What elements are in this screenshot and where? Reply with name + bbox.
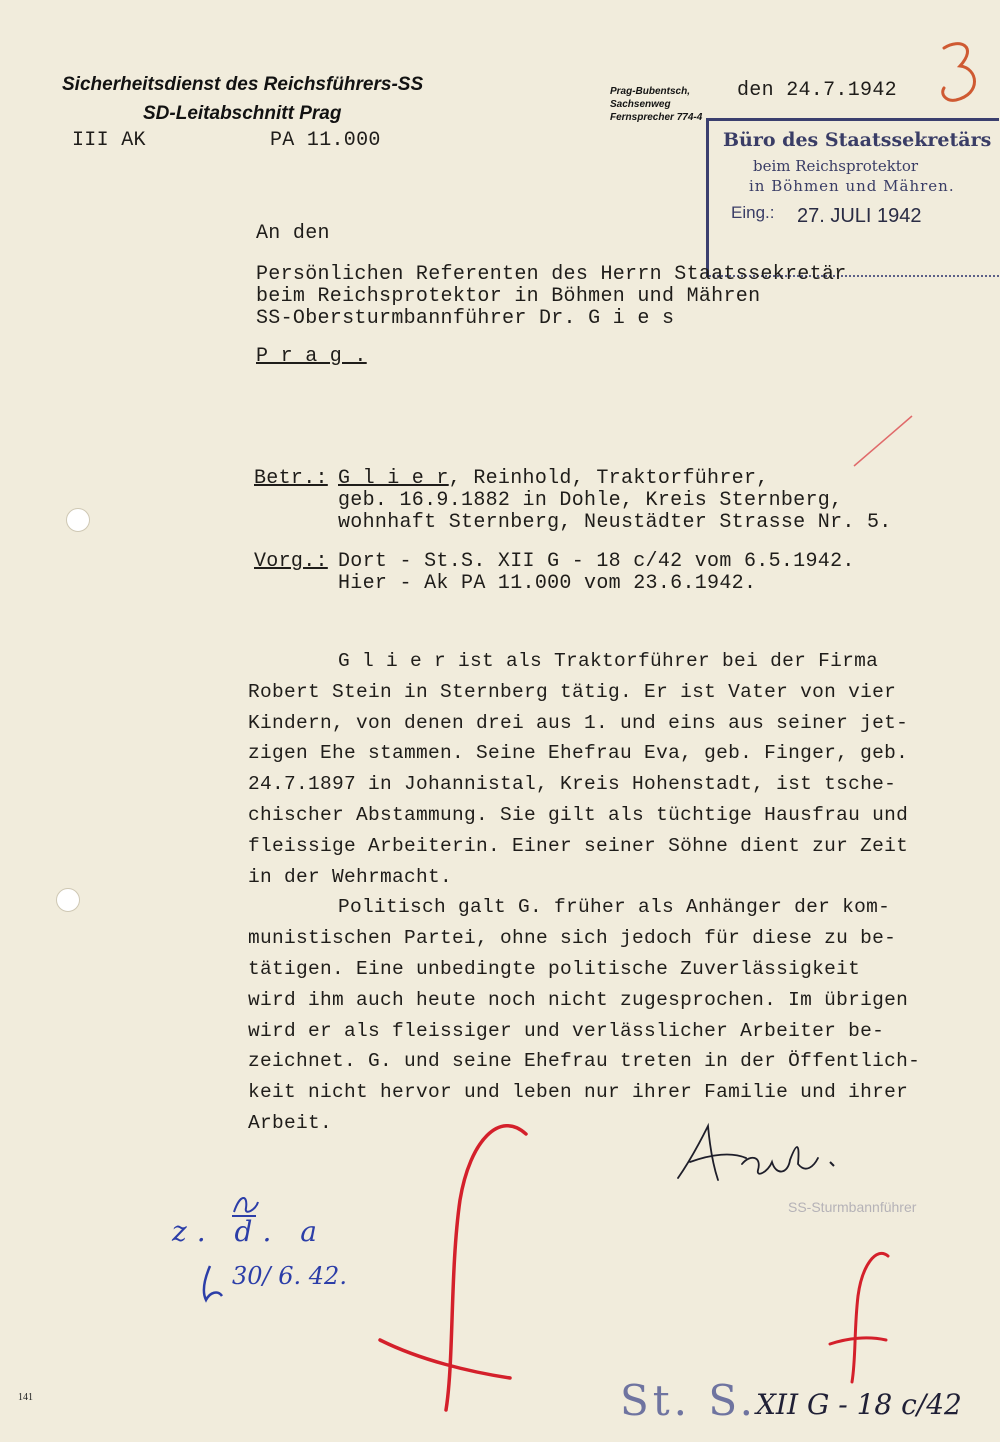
- red-pencil-mark-small: [818, 1248, 898, 1388]
- body-line: tätigen. Eine unbedingte politische Zuverlässigkeit: [248, 957, 861, 980]
- subject-vorg-line2: Hier - Ak PA 11.000 vom 23.6.1942.: [338, 572, 757, 595]
- sender-address-line2: Sachsenweg: [610, 99, 671, 110]
- subject-vorg-line1: Dort - St.S. XII G - 18 c/42 vom 6.5.1942.: [338, 550, 855, 573]
- body-line: Politisch galt G. früher als Anhänger der kom-: [338, 896, 891, 919]
- letter-body: [248, 646, 920, 1139]
- body-line: wird ihm auch heute noch nicht zugesprochen. Im übrigen: [248, 988, 909, 1011]
- blue-initial-mark: [226, 1190, 266, 1220]
- org-name-line1: Sicherheitsdienst des Reichsführers-SS: [62, 74, 424, 95]
- archive-reference: XII G - 18 c/42: [756, 1388, 962, 1421]
- stamp-received-date: 27. JULI 1942: [797, 205, 922, 227]
- body-line: chischer Abstammung. Sie gilt als tüchtige Hausfrau und: [248, 803, 909, 826]
- blue-check-mark: [196, 1262, 230, 1306]
- subject-betr-line2: geb. 16.9.1882 in Dohle, Kreis Sternberg,: [338, 489, 843, 512]
- stamp-received-label: Eing.:: [731, 203, 775, 222]
- subject-name: G l i e r: [338, 467, 449, 490]
- letter-date: den 24.7.1942: [737, 79, 897, 102]
- punch-hole-lower: [56, 888, 80, 912]
- sender-phone: Fernsprecher 774-4: [610, 112, 703, 123]
- sender-address-line1: Prag-Bubentsch,: [610, 86, 691, 97]
- body-line: zeichnet. G. und seine Ehefrau treten in der Öffentlich-: [248, 1050, 921, 1073]
- body-line: 24.7.1897 in Johannistal, Kreis Hohenstadt, ist tsche-: [248, 773, 897, 796]
- subject-vorg-label: Vorg.:: [254, 550, 328, 573]
- blue-file-note-line1: z. d. a: [172, 1215, 327, 1248]
- body-line: in der Wehrmacht.: [248, 865, 453, 888]
- body-line: fleissige Arbeiterin. Einer seiner Söhne dient zur Zeit: [248, 834, 909, 857]
- sender-address: [610, 85, 702, 124]
- body-line: G l i e r ist als Traktorführer bei der Firma: [338, 650, 879, 672]
- handwritten-page-number: [930, 38, 990, 108]
- archive-stamp: St. S.: [620, 1376, 757, 1425]
- subject-betr-label: Betr.:: [254, 467, 328, 490]
- margin-number: 141: [18, 1392, 33, 1403]
- subject-name-rest: , Reinhold, Traktorführer,: [448, 467, 769, 490]
- subject-betr-line1: [338, 467, 769, 490]
- body-line: wird er als fleissiger und verlässlicher Arbeiter be-: [248, 1019, 885, 1042]
- recipient-line3: SS-Obersturmbannführer Dr. G i e s: [256, 307, 675, 330]
- stamp-line2: beim Reichsprotektor: [753, 157, 919, 175]
- recipient-line2: beim Reichsprotektor in Böhmen und Mähren: [256, 285, 761, 308]
- body-line: munistischen Partei, ohne sich jedoch für diese zu be-: [248, 927, 897, 950]
- red-pencil-mark-large: [350, 1110, 550, 1440]
- received-stamp: [706, 118, 999, 277]
- body-line: Arbeit.: [248, 1111, 333, 1134]
- org-name-line2: SD-Leitabschnitt Prag: [143, 103, 342, 124]
- recipient-line1: Persönlichen Referenten des Herrn Staatssekretär: [256, 263, 847, 286]
- body-line: zigen Ehe stammen. Seine Ehefrau Eva, geb. Finger, geb.: [248, 742, 909, 765]
- red-pencil-tick: [850, 410, 920, 470]
- subject-betr-line3: wohnhaft Sternberg, Neustädter Strasse Nr. 5.: [338, 511, 892, 534]
- blue-file-note-line2: 30/ 6. 42.: [232, 1262, 347, 1290]
- body-line: Kindern, von denen drei aus 1. und eins aus seiner jet-: [248, 711, 909, 734]
- handwritten-signature: [672, 1118, 852, 1198]
- ref-pa-number: PA 11.000: [270, 129, 381, 152]
- body-line: Robert Stein in Sternberg tätig. Er ist Vater von vier: [248, 680, 897, 703]
- recipient-to: An den: [256, 222, 330, 245]
- stamp-line3: in Böhmen und Mähren.: [749, 177, 955, 195]
- recipient-city: P r a g .: [256, 345, 367, 368]
- stamp-line1: Büro des Staatssekretärs: [723, 129, 992, 151]
- punch-hole-upper: [66, 508, 90, 532]
- ref-department: III AK: [72, 129, 146, 152]
- signature-rank-stamp: SS-Sturmbannführer: [788, 1199, 917, 1215]
- body-line: keit nicht hervor und leben nur ihrer Familie und ihrer: [248, 1081, 909, 1104]
